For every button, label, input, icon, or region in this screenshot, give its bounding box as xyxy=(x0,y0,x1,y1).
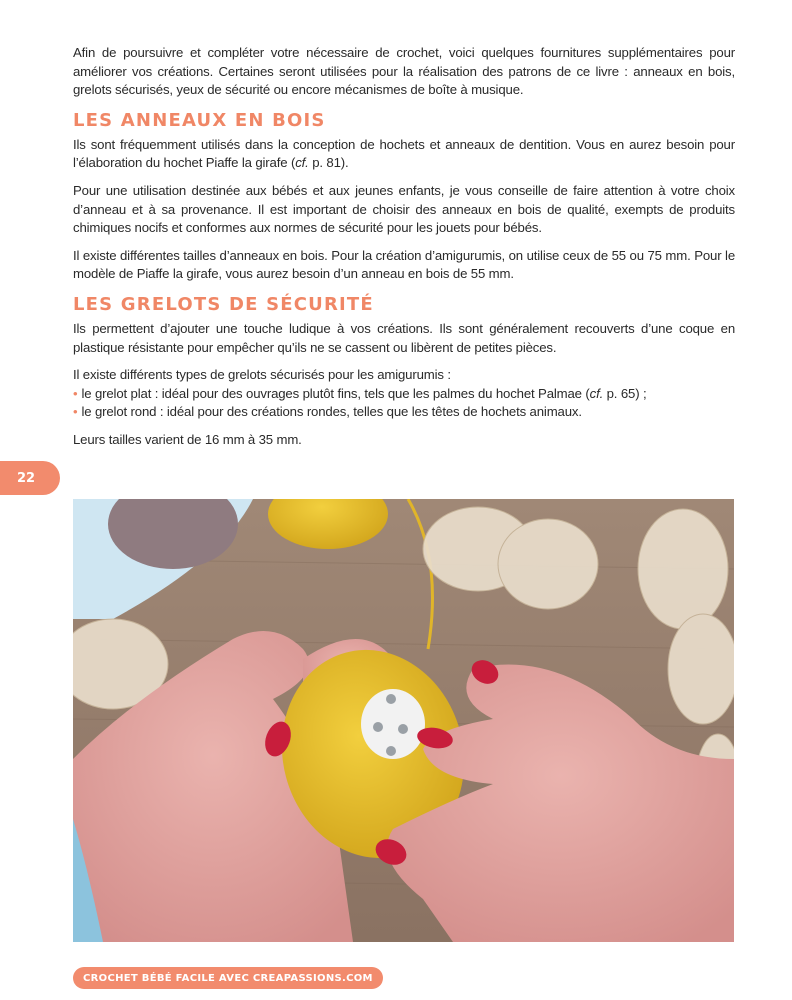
list-item: • le grelot rond : idéal pour des créations rondes, telles que les têtes de hochets animaux. xyxy=(73,404,582,420)
paragraph: Leurs tailles varient de 16 mm à 35 mm. xyxy=(73,431,302,447)
paragraph: Ils sont fréquemment utilisés dans la conception de hochets et anneaux de dentition. Vous en aurez besoin pour l’élaboration du hochet Piaffe la girafe (cf. p. 81). xyxy=(73,136,735,171)
crochet-bell-photo xyxy=(73,499,734,942)
section-heading-safety-bells: LES GRELOTS DE SÉCURITÉ xyxy=(73,293,374,315)
paragraph: Il existe différents types de grelots sécurisés pour les amigurumis : xyxy=(73,367,451,383)
bullet-icon: • xyxy=(73,404,78,420)
page-content xyxy=(73,44,735,450)
paragraph: Pour une utilisation destinée aux bébés et aux jeunes enfants, je vous conseille de faire attention à votre choix d’anneau et à sa provenance. Il est important de choisir des anneaux en bois de qualité, exempts de produits chimiques nocifs et conformes aux normes de sécurité pour les jouets pour bébés. xyxy=(73,182,735,236)
bullet-list xyxy=(73,385,735,422)
footer-banner xyxy=(73,967,383,989)
section-heading-wooden-rings: LES ANNEAUX EN BOIS xyxy=(73,109,326,131)
bullet-icon: • xyxy=(73,385,78,401)
list-item: • le grelot plat : idéal pour des ouvrages plutôt fins, tels que les palmes du hochet Palmae (cf. p. 65) ; xyxy=(73,385,647,401)
footer-text: CROCHET BÉBÉ FACILE AVEC CREAPASSIONS.COM xyxy=(83,972,373,984)
page-number: 22 xyxy=(16,470,36,486)
photo-illustration xyxy=(73,499,734,942)
paragraph: Ils permettent d’ajouter une touche ludique à vos créations. Ils sont généralement recouverts d’une coque en plastique résistante pour empêcher qu’ils ne se cassent ou libèrent de petites pièces. xyxy=(73,320,735,355)
page-number-tab xyxy=(0,461,60,495)
intro-paragraph: Afin de poursuivre et compléter votre nécessaire de crochet, voici quelques fournitures supplémentaires pour améliorer vos créations. Certaines seront utilisées pour la réalisation des patrons de ce livre : anneaux en bois, grelots sécurisés, yeux de sécurité ou encore mécanismes de boîte à musique. xyxy=(73,45,735,98)
paragraph: Il existe différentes tailles d’anneaux en bois. Pour la création d’amigurumis, on utilise ceux de 55 ou 75 mm. Pour le modèle de Piaffe la girafe, vous aurez besoin d’un anneau en bois de 55 mm. xyxy=(73,247,735,282)
